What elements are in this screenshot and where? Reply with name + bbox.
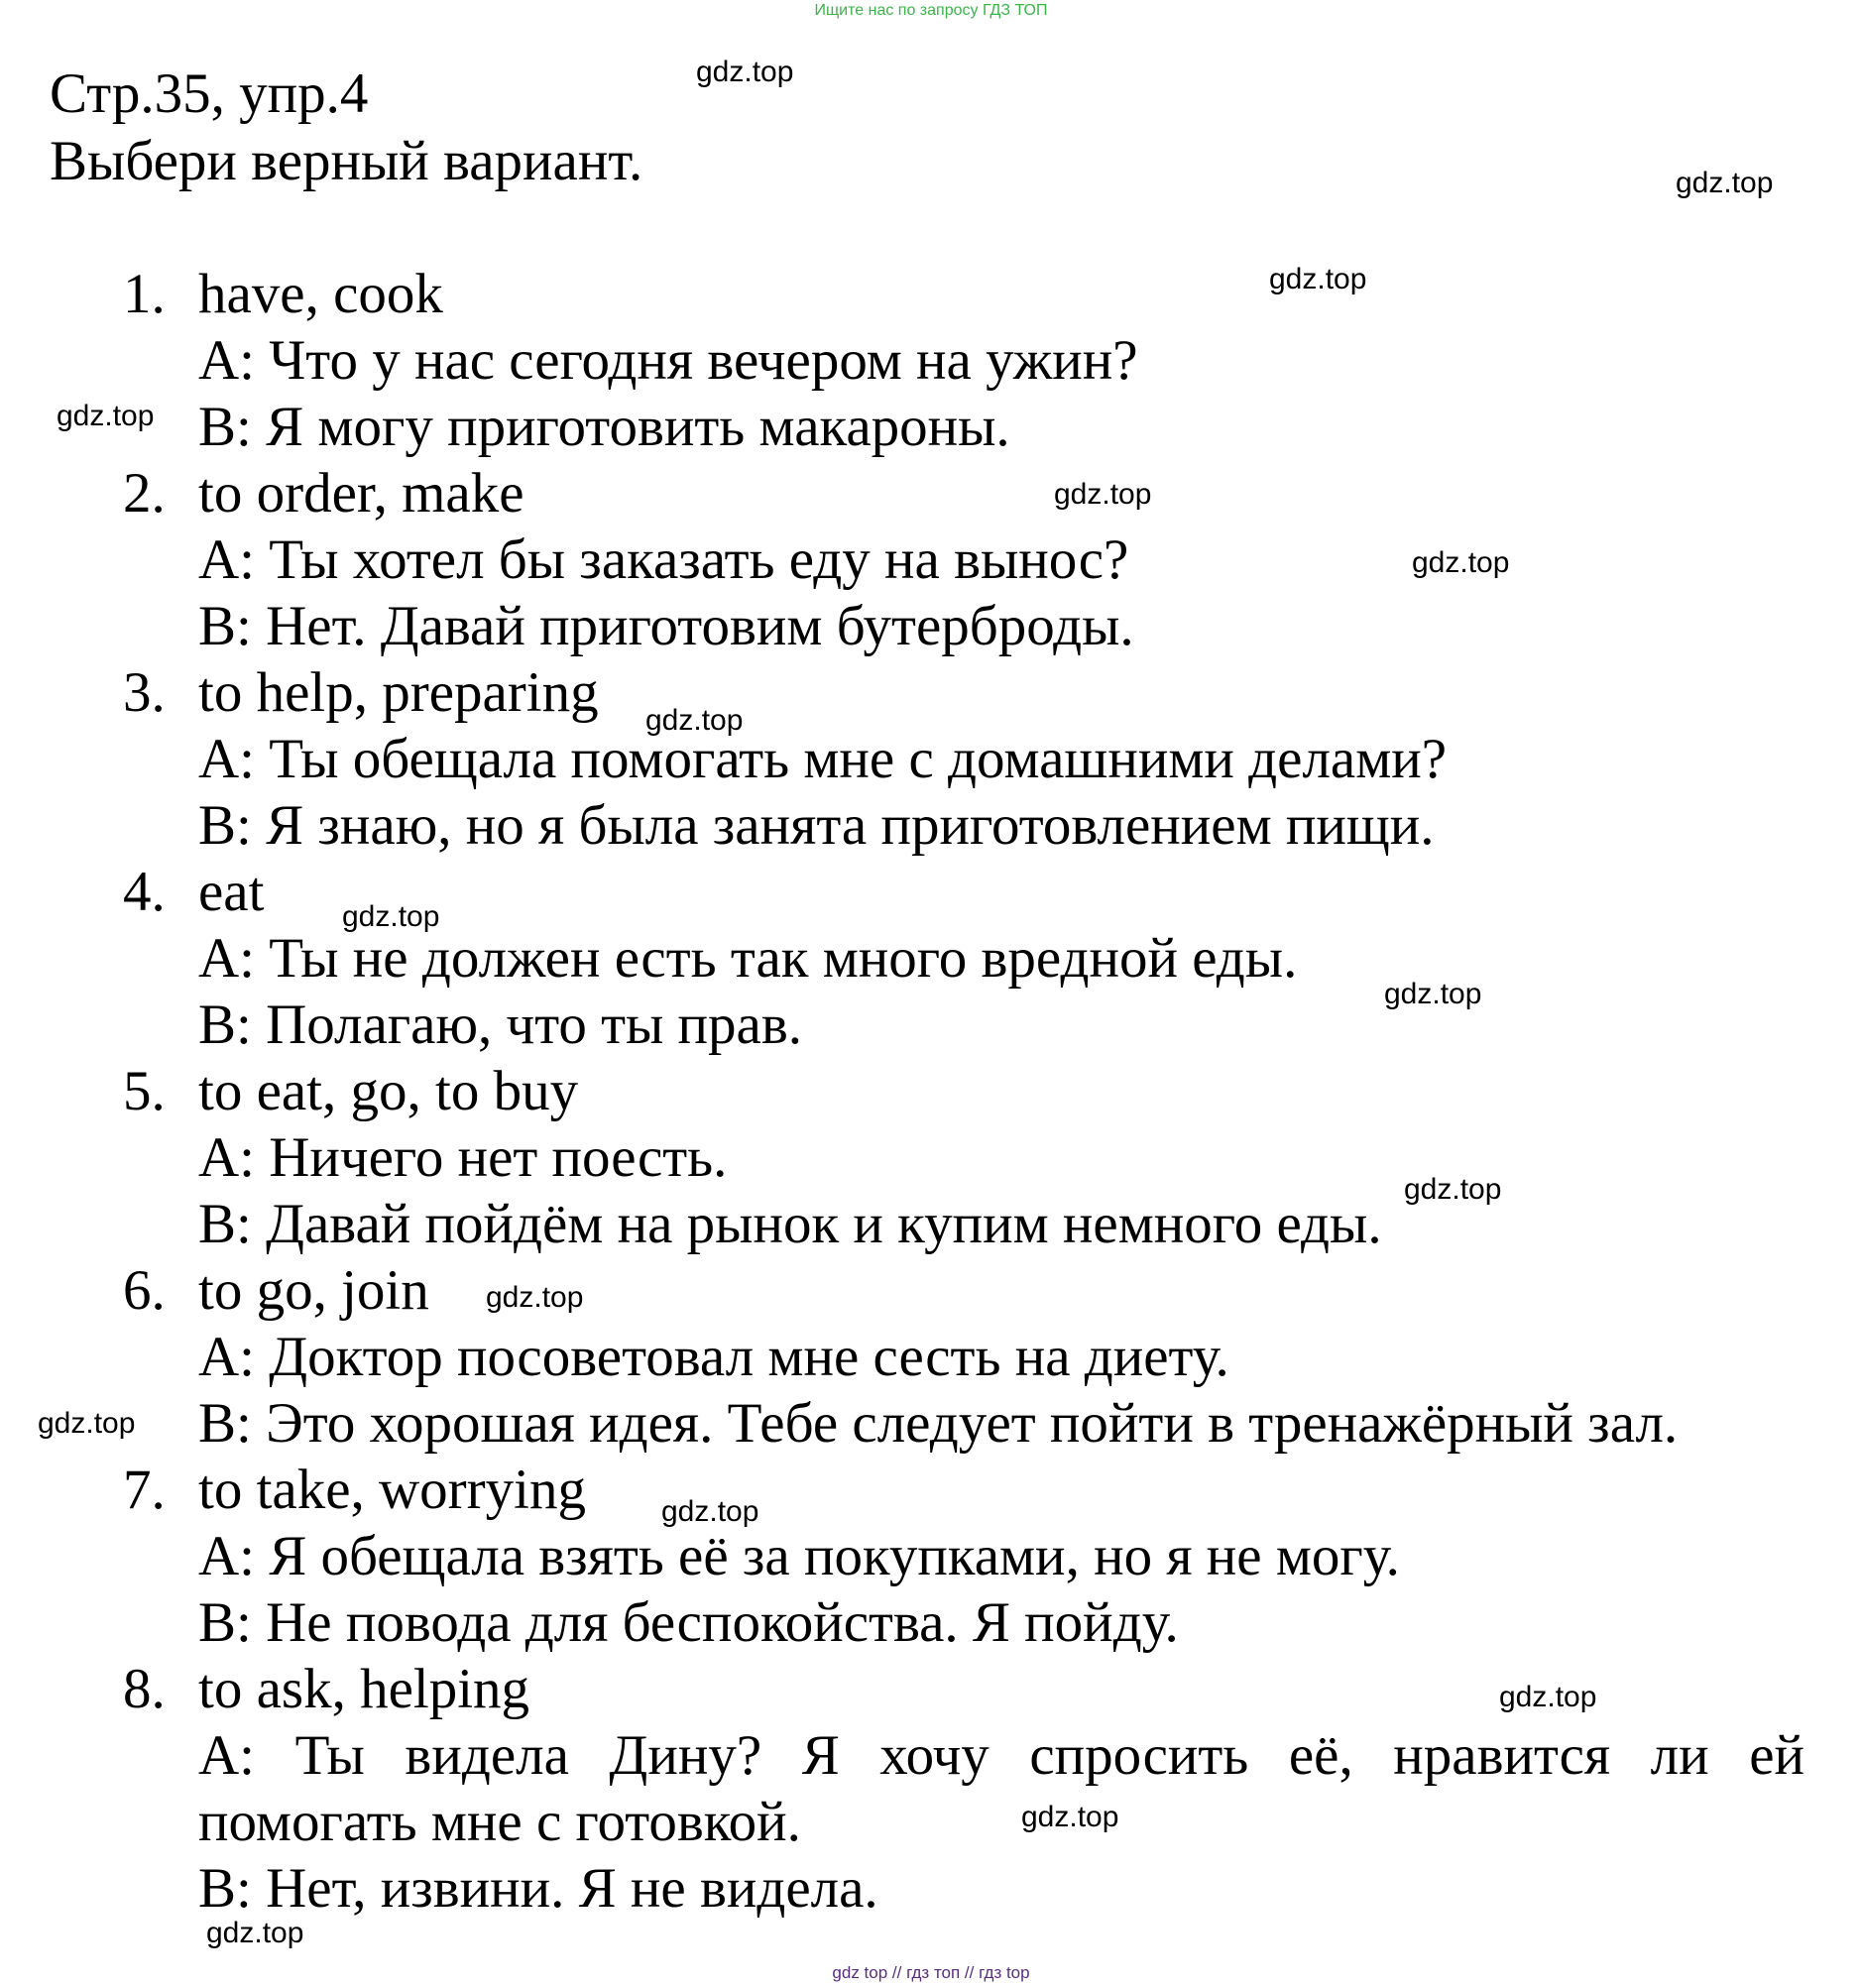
footer-watermark: gdz top // гдз топ // гдз top bbox=[832, 1963, 1030, 1982]
watermark: gdz.top bbox=[486, 1281, 584, 1314]
dialogue-line-b: B: Я могу приготовить макароны. bbox=[198, 396, 1010, 458]
dialogue-line-a: A: Ты обещала помогать мне с домашними делами? bbox=[198, 728, 1448, 790]
item-answer: eat bbox=[198, 861, 265, 923]
item-number: 6. bbox=[123, 1259, 166, 1322]
dialogue-line-b: B: Не повода для беспокойства. Я пойду. bbox=[198, 1591, 1179, 1654]
watermark: gdz.top bbox=[1384, 978, 1482, 1010]
item-answer: to go, join bbox=[198, 1259, 429, 1322]
item-number: 4. bbox=[123, 861, 166, 923]
watermark: gdz.top bbox=[1021, 1801, 1119, 1833]
item-answer: have, cook bbox=[198, 263, 443, 325]
watermark: gdz.top bbox=[1412, 546, 1510, 579]
dialogue-line-a: A: Ты видела Дину? Я хочу спросить её, нравится ли ей bbox=[198, 1724, 1804, 1787]
watermark: gdz.top bbox=[1054, 478, 1152, 511]
dialogue-line-b: B: Я знаю, но я была занята приготовлением пищи. bbox=[198, 794, 1435, 857]
dialogue-line-b: B: Нет, извини. Я не видела. bbox=[198, 1857, 878, 1920]
item-number: 8. bbox=[123, 1658, 166, 1720]
item-number: 3. bbox=[123, 661, 166, 724]
dialogue-line-a: A: Что у нас сегодня вечером на ужин? bbox=[198, 329, 1138, 392]
dialogue-line-a-continued: помогать мне с готовкой. bbox=[198, 1791, 801, 1853]
watermark: gdz.top bbox=[57, 400, 155, 432]
watermark: gdz.top bbox=[1499, 1681, 1597, 1713]
item-answer: to ask, helping bbox=[198, 1658, 530, 1720]
dialogue-line-a: A: Доктор посоветовал мне сесть на диету. bbox=[198, 1326, 1229, 1388]
item-answer: to eat, go, to buy bbox=[198, 1060, 579, 1122]
item-number: 1. bbox=[123, 263, 166, 325]
dialogue-line-b: B: Давай пойдём на рынок и купим немного еды. bbox=[198, 1193, 1382, 1255]
watermark: gdz.top bbox=[38, 1407, 136, 1440]
item-number: 7. bbox=[123, 1459, 166, 1521]
item-answer: to take, worrying bbox=[198, 1459, 586, 1521]
item-number: 2. bbox=[123, 462, 166, 525]
watermark: gdz.top bbox=[661, 1495, 759, 1528]
instruction: Выбери верный вариант. bbox=[50, 130, 643, 192]
dialogue-line-a: A: Ты хотел бы заказать еду на вынос? bbox=[198, 528, 1129, 591]
watermark: gdz.top bbox=[342, 900, 440, 933]
item-answer: to order, make bbox=[198, 462, 524, 525]
top-banner: Ищите нас по запросу ГДЗ ТОП bbox=[814, 2, 1048, 19]
item-answer: to help, preparing bbox=[198, 661, 599, 724]
watermark: gdz.top bbox=[1269, 263, 1367, 295]
watermark: gdz.top bbox=[1404, 1173, 1502, 1206]
dialogue-line-a: A: Ты не должен есть так много вредной еды. bbox=[198, 927, 1298, 990]
dialogue-line-b: B: Это хорошая идея. Тебе следует пойти в тренажёрный зал. bbox=[198, 1392, 1679, 1455]
dialogue-line-b: B: Полагаю, что ты прав. bbox=[198, 994, 803, 1056]
watermark: gdz.top bbox=[645, 704, 744, 737]
dialogue-line-a: A: Ничего нет поесть. bbox=[198, 1126, 728, 1189]
watermark: gdz.top bbox=[206, 1917, 304, 1949]
watermark: gdz.top bbox=[1676, 167, 1774, 199]
dialogue-line-b: B: Нет. Давай приготовим бутерброды. bbox=[198, 595, 1134, 657]
page-reference: Стр.35, упр.4 bbox=[50, 62, 369, 125]
dialogue-line-a: A: Я обещала взять её за покупками, но я не могу. bbox=[198, 1525, 1400, 1587]
watermark: gdz.top bbox=[696, 56, 794, 88]
item-number: 5. bbox=[123, 1060, 166, 1122]
